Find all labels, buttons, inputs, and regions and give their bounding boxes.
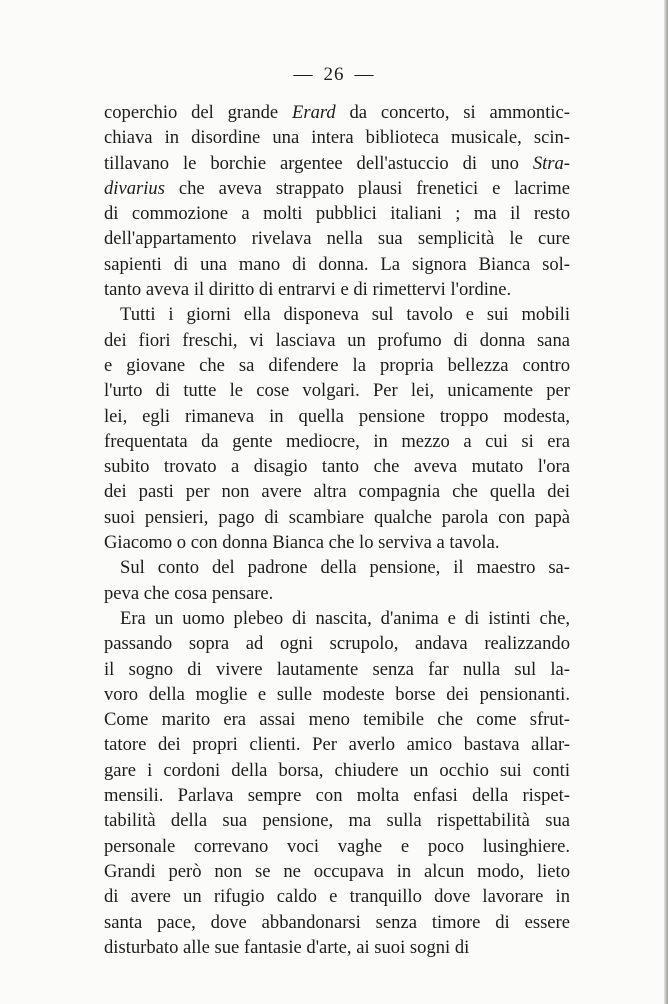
- text-line: [104, 555, 570, 580]
- text-line: [104, 252, 570, 277]
- paragraph: [104, 555, 570, 606]
- text-segment: sapienti di una mano di donna. La signora Bianca sol-: [104, 253, 570, 275]
- text-segment: santa pace, dove abbandonarsi senza timore di essere: [104, 911, 570, 933]
- text-segment: tillavano le borchie argentee dell'astuccio di uno: [104, 152, 533, 174]
- text-segment: passando sopra ad ogni scrupolo, andava realizzando: [104, 633, 570, 655]
- text-line: [104, 302, 570, 327]
- text-segment: voro della moglie e sulle modeste borse dei pensionanti.: [104, 683, 570, 705]
- text-segment: lei, egli rimaneva in quella pensione troppo modesta,: [104, 405, 570, 427]
- text-line: [104, 353, 570, 378]
- text-segment: Grandi però non se ne occupava in alcun modo, lieto: [104, 860, 570, 882]
- text-line: [104, 657, 570, 682]
- text-line: [104, 201, 570, 226]
- text-line: [104, 176, 570, 201]
- text-segment: di avere un rifugio caldo e tranquillo dove lavorare in: [104, 886, 570, 908]
- text-line: [104, 631, 570, 656]
- right-dash: —: [354, 64, 375, 85]
- paragraph: [104, 100, 570, 302]
- text-segment: Tutti i giorni ella disponeva sul tavolo e sui mobili: [120, 304, 570, 326]
- text-line: [104, 530, 570, 555]
- paragraph: [104, 302, 570, 555]
- text-segment: disturbato alle sue fantasie d'arte, ai suoi sogni di: [104, 936, 470, 958]
- text-segment: l'urto di tutte le cose volgari. Per lei, unicamente per: [104, 380, 570, 402]
- text-line: [104, 884, 570, 909]
- italic-word: divarius: [104, 177, 165, 199]
- page-edge-shadow: [664, 0, 668, 1004]
- text-segment: personale correvano voci vaghe e poco lusinghiere.: [104, 835, 570, 857]
- text-line: [104, 505, 570, 530]
- text-segment: Sul conto del padrone della pensione, il maestro sa-: [120, 557, 570, 579]
- text-line: [104, 277, 570, 302]
- text-line: [104, 682, 570, 707]
- text-line: [104, 226, 570, 251]
- text-segment: peva che cosa pensare.: [104, 582, 274, 604]
- text-line: [104, 834, 570, 859]
- text-line: [104, 479, 570, 504]
- left-dash: —: [293, 64, 314, 85]
- text-line: [104, 707, 570, 732]
- text-line: [104, 758, 570, 783]
- text-line: [104, 378, 570, 403]
- text-segment: tatore dei propri clienti. Per averlo amico bastava allar-: [104, 734, 570, 756]
- text-line: [104, 910, 570, 935]
- text-segment: Era un uomo plebeo di nascita, d'anima e di istinti che,: [120, 607, 570, 629]
- text-segment: di commozione a molti pubblici italiani ; ma il resto: [104, 203, 570, 225]
- paragraph: [104, 606, 570, 960]
- text-segment: dell'appartamento rivelava nella sua semplicità le cure: [104, 228, 570, 250]
- page-number: 26: [323, 64, 345, 85]
- text-line: [104, 454, 570, 479]
- text-segment: dei fiori freschi, vi lasciava un profumo di donna sana: [104, 329, 570, 351]
- text-segment: tanto aveva il diritto di entrarvi e di rimettervi l'ordine.: [104, 279, 512, 301]
- text-segment: e giovane che sa difendere la propria bellezza contro: [104, 354, 570, 376]
- text-segment: chiava in disordine una intera biblioteca musicale, scin-: [104, 127, 570, 149]
- text-segment: Giacomo o con donna Bianca che lo serviva a tavola.: [104, 532, 500, 554]
- text-line: [104, 151, 570, 176]
- text-line: [104, 935, 570, 960]
- body-text: [104, 100, 570, 960]
- text-line: [104, 808, 570, 833]
- text-line: [104, 732, 570, 757]
- text-segment: Come marito era assai meno temibile che come sfrut-: [104, 709, 570, 731]
- text-segment: tabilità della sua pensione, ma sulla rispettabilità sua: [104, 810, 570, 832]
- text-line: [104, 404, 570, 429]
- text-segment: coperchio del grande: [104, 102, 292, 123]
- text-segment: gare i cordoni della borsa, chiudere un occhio sui conti: [104, 759, 570, 781]
- text-segment: mensili. Parlava sempre con molta enfasi della rispet-: [104, 785, 570, 807]
- text-line: [104, 859, 570, 884]
- text-line: [104, 783, 570, 808]
- text-segment: subito trovato a disagio tanto che aveva mutato l'ora: [104, 456, 570, 478]
- italic-word: Erard: [291, 102, 336, 123]
- text-line: [104, 429, 570, 454]
- text-segment: dei pasti per non avere altra compagnia che quella dei: [104, 481, 570, 503]
- text-segment: suoi pensieri, pago di scambiare qualche parola con papà: [104, 506, 570, 528]
- text-segment: che aveva strappato plausi frenetici e lacrime: [164, 177, 570, 199]
- text-segment: il sogno di vivere lautamente senza far nulla sul la-: [104, 658, 570, 680]
- italic-word: Stra-: [532, 152, 570, 174]
- page-number-header: [0, 64, 668, 86]
- text-line: [104, 581, 570, 606]
- text-segment: da concerto, si ammontic-: [335, 102, 570, 123]
- text-line: [104, 328, 570, 353]
- text-line: [104, 100, 570, 125]
- text-line: [104, 125, 570, 150]
- text-segment: frequentata da gente mediocre, in mezzo a cui si era: [104, 430, 570, 452]
- text-line: [104, 606, 570, 631]
